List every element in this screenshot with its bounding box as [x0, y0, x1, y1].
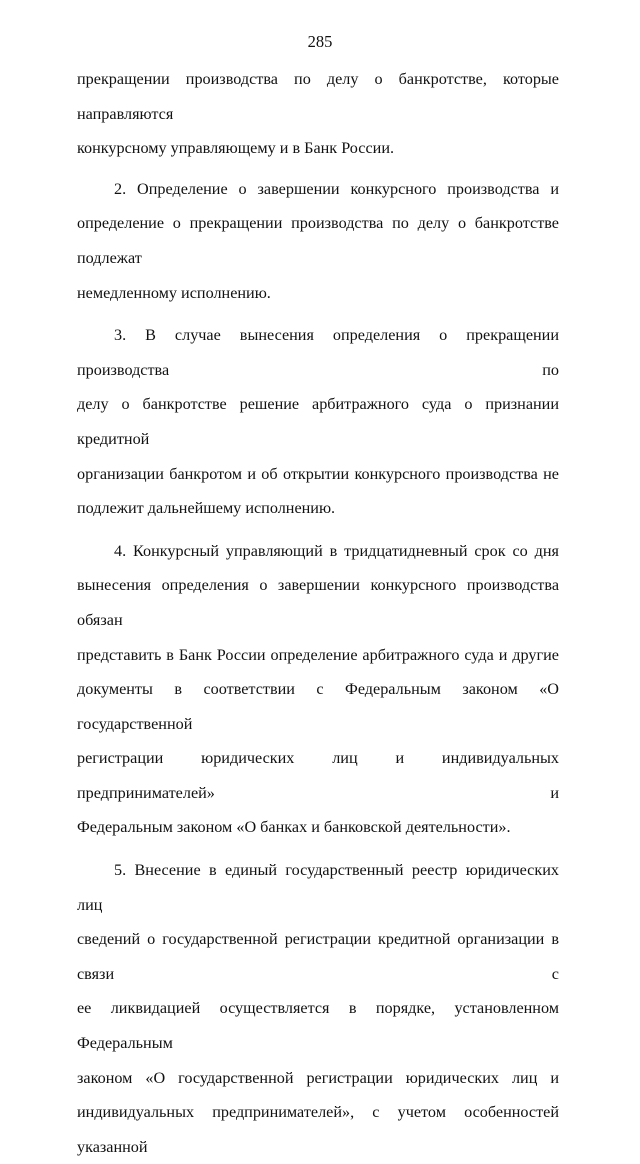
paragraph-line: прекращении производства по делу о банкротстве, которые направляются [77, 70, 559, 123]
page-number: 285 [307, 32, 333, 51]
paragraph-line: подлежит дальнейшему исполнению. [77, 499, 336, 518]
paragraph-item-4 [77, 534, 559, 845]
paragraph-line: делу о банкротстве решение арбитражного суда о признании кредитной [77, 395, 559, 448]
paragraph-line: организации банкротом и об открытии конкурсного производства не [77, 464, 559, 483]
paragraph-line: законом «О государственной регистрации юридических лиц и [77, 1068, 559, 1087]
paragraph-line: 2. Определение о завершении конкурсного производства и [114, 179, 559, 198]
paragraph-item-2 [77, 172, 559, 310]
paragraph-line: конкурсному управляющему и в Банк России. [77, 139, 395, 158]
paragraph-line: вынесения определения о завершении конкурсного производства обязан [77, 576, 559, 629]
paragraph-line: индивидуальных предпринимателей», с учетом особенностей указанной [77, 1103, 559, 1156]
paragraph-continuation [77, 62, 559, 166]
paragraph-line: ее ликвидацией осуществляется в порядке, установленном Федеральным [77, 999, 559, 1053]
paragraph-line: немедленному исполнению. [77, 283, 271, 302]
paragraph-item-3 [77, 318, 559, 526]
paragraph-line: Федеральным законом «О банках и банковской деятельности». [77, 818, 511, 837]
paragraph-line: регистрации юридических лиц и индивидуальных предпринимателей» и [77, 749, 559, 802]
paragraph-line: 5. Внесение в единый государственный реестр юридических лиц [77, 861, 559, 914]
paragraph-line: 4. Конкурсный управляющий в тридцатидневный срок со дня [114, 541, 559, 560]
paragraph-line: представить в Банк России определение арбитражного суда и другие [77, 645, 559, 664]
document-body [77, 62, 559, 1164]
paragraph-line: 3. В случае вынесения определения о прекращении производства по [77, 326, 559, 379]
paragraph-line: документы в соответствии с Федеральным законом «О государственной [77, 680, 559, 733]
paragraph-line: определение о прекращении производства по делу о банкротстве подлежат [77, 214, 559, 267]
paragraph-line: сведений о государственной регистрации кредитной организации в связи с [77, 930, 559, 983]
paragraph-item-5 [77, 853, 559, 1164]
